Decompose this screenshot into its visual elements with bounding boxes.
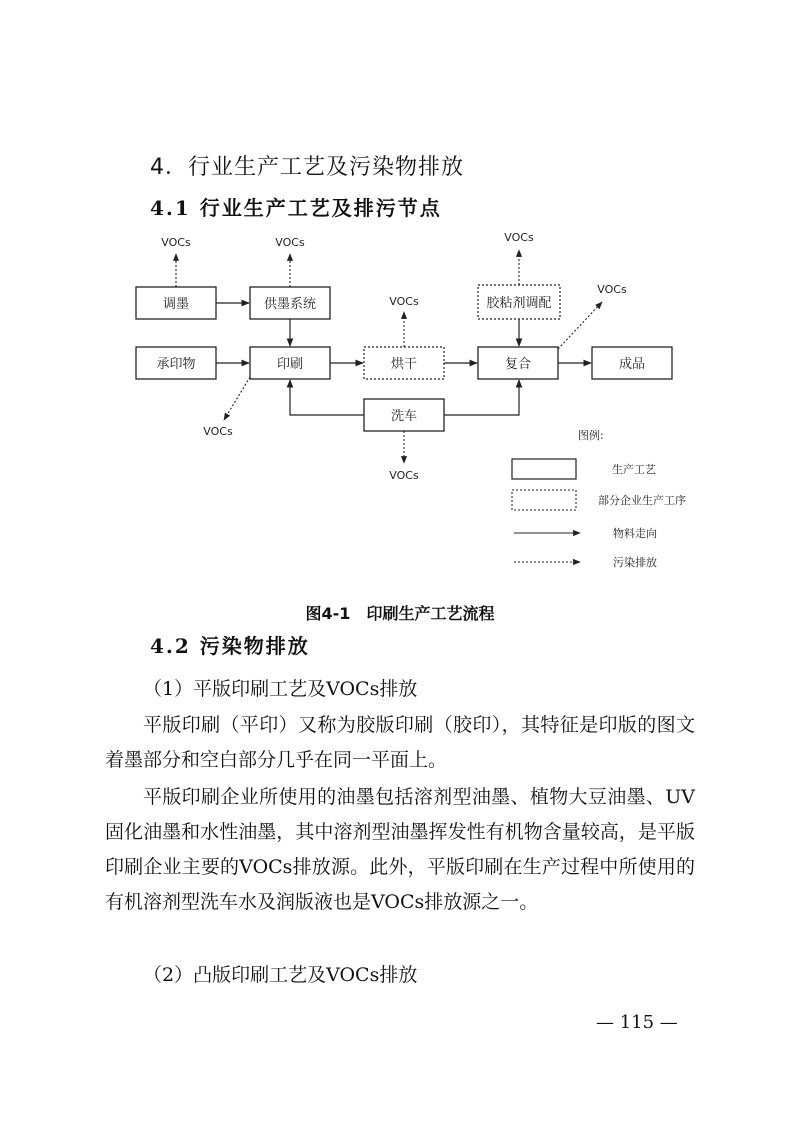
svg-text:印刷: 印刷 [276, 357, 304, 372]
legend-dashed-box [512, 490, 576, 510]
voc-label: VOCs [275, 236, 305, 249]
voc-label: VOCs [203, 425, 233, 438]
legend-material-flow: 物料走向 [613, 527, 657, 540]
node-chengpin [592, 347, 672, 379]
subsection-heading-4-2: 4.2 污染物排放 [150, 634, 310, 658]
node-jiaonianji [478, 285, 560, 319]
node-xiche [364, 399, 444, 431]
page-number: — 115 — [596, 1012, 678, 1033]
svg-text:烘干: 烘干 [390, 357, 418, 372]
node-fuhe [478, 347, 558, 379]
voc-label: VOCs [504, 231, 534, 244]
paragraph-lead-2: （2）凸版印刷工艺及VOCs排放 [143, 964, 418, 986]
svg-text:调墨: 调墨 [162, 297, 190, 312]
paragraph-lead-1: （1）平版印刷工艺及VOCs排放 [143, 678, 418, 700]
figure-caption: 图4-1 印刷生产工艺流程 [305, 604, 495, 623]
svg-text:成品: 成品 [618, 357, 646, 372]
node-honggan [364, 347, 444, 379]
svg-text:复合: 复合 [504, 357, 532, 372]
legend-emission: 污染排放 [613, 556, 657, 569]
svg-text:胶粘剂调配: 胶粘剂调配 [486, 296, 552, 311]
section-heading: 4．行业生产工艺及污染物排放 [150, 155, 464, 180]
node-tiaomo [136, 287, 216, 319]
voc-label: VOCs [161, 236, 191, 249]
voc-label: VOCs [389, 295, 419, 308]
node-yinshua [250, 347, 330, 379]
voc-label: VOCs [597, 283, 627, 296]
legend-title: 图例: [578, 429, 604, 442]
legend-partial: 部分企业生产工序 [598, 494, 686, 507]
node-chengyinwu [136, 347, 216, 379]
paragraph-1: 平版印刷（平印）又称为胶版印刷（胶印），其特征是印版的图文着墨部分和空白部分几乎在同一平面上。 [105, 714, 695, 771]
legend-solid-box [512, 459, 576, 479]
paragraph-2: 平版印刷企业所使用的油墨包括溶剂型油墨、植物大豆油墨、UV固化油墨和水性油墨，其中溶剂型油墨挥发性有机物含量较高，是平版印刷企业主要的VOCs排放源。此外，平版印刷在生产过程中所使用的有机溶剂型洗车水及润版液也是VOCs排放源之一。 [105, 786, 695, 913]
svg-text:供墨系统: 供墨系统 [263, 297, 317, 312]
subsection-heading-4-1: 4.1 行业生产工艺及排污节点 [150, 196, 442, 220]
legend-production: 生产工艺 [612, 463, 656, 476]
diagram-legend [512, 428, 686, 569]
svg-text:承印物: 承印物 [156, 357, 196, 372]
node-gongmo [250, 287, 330, 319]
voc-label: VOCs [389, 469, 419, 482]
svg-text:洗车: 洗车 [390, 409, 418, 424]
